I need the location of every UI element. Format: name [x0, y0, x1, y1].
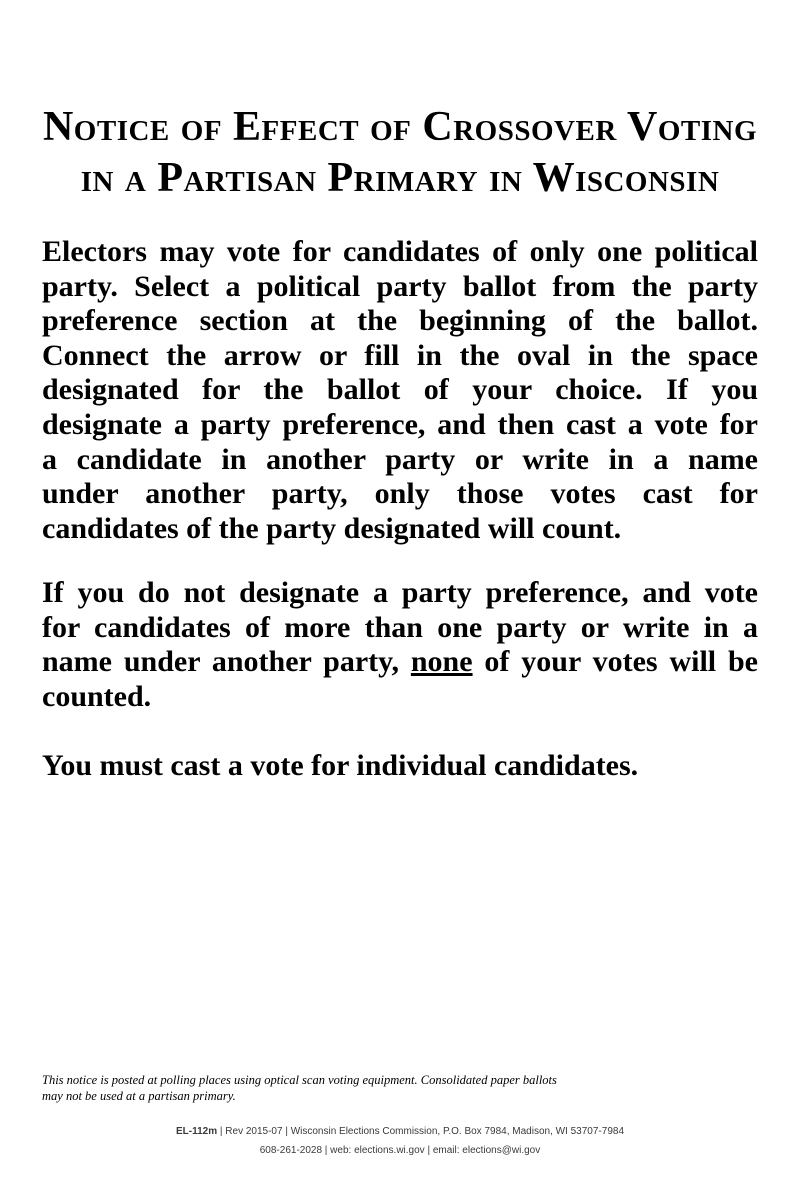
title-line-1: Notice of Effect of Crossover Voting [42, 104, 758, 150]
paragraph-no-preference [42, 576, 758, 714]
paragraph-individual-candidates [42, 749, 758, 784]
paragraph-crossover-rules [42, 235, 758, 546]
paragraph-line: Connect the arrow or fill in the oval in the space [42, 338, 758, 372]
paragraph-line: a candidate in another party or write in a name [42, 442, 758, 476]
form-footer [0, 1123, 800, 1160]
paragraph-line: under another party, only those votes cast for [42, 477, 758, 511]
paragraph-line: Electors may vote for candidates of only one political [42, 235, 758, 268]
text-before-none: name under another party, [42, 645, 411, 679]
underlined-none-word: none [410, 645, 473, 679]
footnote-line-2: may not be used at a partisan primary. [42, 1088, 236, 1103]
title-line-2: in a Partisan Primary in Wisconsin [80, 155, 720, 201]
footer-line-1 [0, 1123, 800, 1142]
paragraph-line: for candidates of more than one party or write in a [42, 610, 758, 644]
paragraph-line-with-underline [42, 645, 758, 680]
form-number: EL-112m [175, 1126, 218, 1137]
paragraph-line: designate a party preference, and then cast a vote for [42, 407, 758, 441]
paragraph-line: candidates of the party designated will count. [42, 511, 622, 545]
paragraph-line: You must cast a vote for individual candidates. [42, 749, 639, 782]
paragraph-line: party. Select a political party ballot from the party [42, 269, 758, 303]
paragraph-line: preference section at the beginning of the ballot. [42, 304, 758, 338]
paragraph-line: designated for the ballot of your choice. If you [42, 373, 758, 407]
footer-line-2: 608-261-2028 | web: elections.wi.gov | email: elections@wi.gov [259, 1144, 541, 1156]
document-title [0, 102, 800, 204]
text-after-none: of your votes will be [472, 645, 758, 679]
paragraph-line: If you do not designate a party preference, and vote [42, 576, 758, 609]
footer-line-1-rest: | Rev 2015-07 | Wisconsin Elections Commission, P.O. Box 7984, Madison, WI 53707-7984 [217, 1126, 624, 1137]
footnote-line-1: This notice is posted at polling places using optical scan voting equipment. Consolidated paper ballots [42, 1073, 557, 1087]
paragraph-line: counted. [42, 679, 152, 713]
footnote [42, 1073, 722, 1104]
